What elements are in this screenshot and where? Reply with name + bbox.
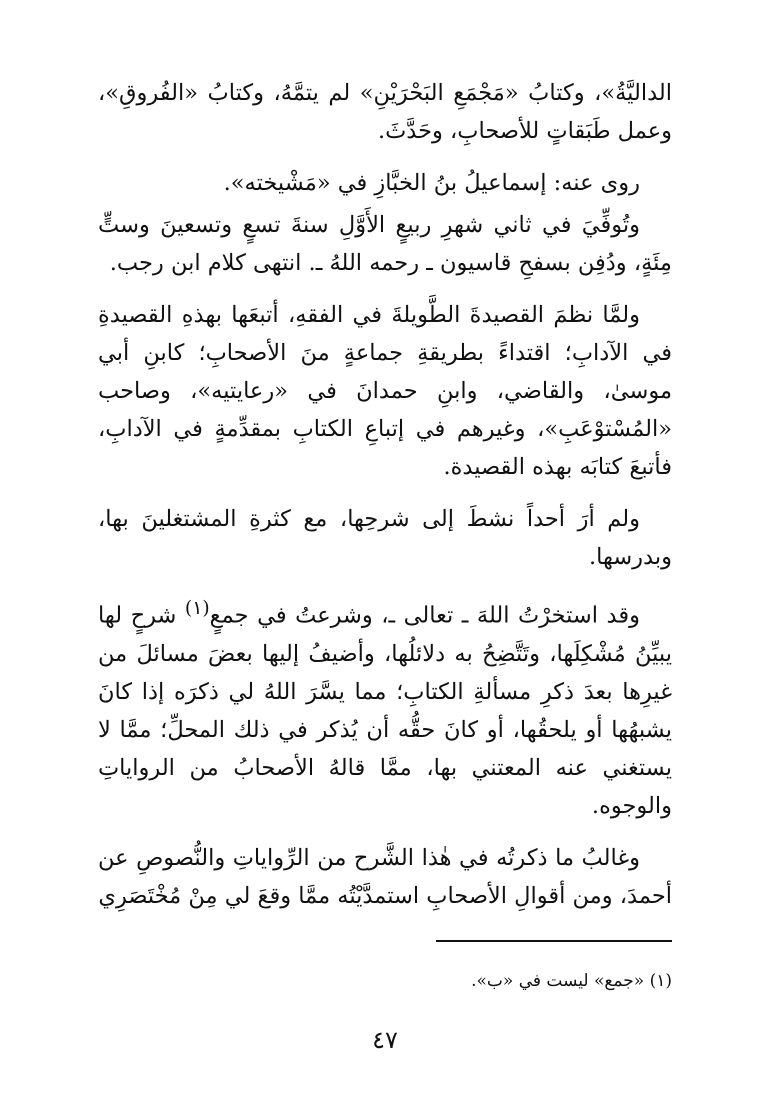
paragraph-6-text-before: وقد استخرْتُ اللهَ ـ تعالى ـ، وشرعتُ في جمعٍ — [209, 602, 640, 629]
footnote-number: (١) — [649, 971, 672, 991]
paragraph-2: روى عنه: إسماعيلُ بنُ الخبَّازِ في «مَشْيخته». — [223, 170, 640, 196]
paragraph-5: ولم أرَ أحداً نشطَ إلى شرحِها، مع كثرةِ المشتغلينَ بها، وبدرسها. — [98, 506, 672, 570]
paragraph-6 — [98, 590, 672, 825]
page-number: ٤٧ — [372, 1026, 398, 1054]
footnote-separator — [436, 940, 672, 942]
footnote-reference-mark: (١) — [184, 598, 210, 619]
book-page — [98, 74, 672, 1074]
paragraph-6-text-after: شرحٍ لها يبيِّنُ مُشْكِلَها، وتَتَّضِحُ به دلائلُها، وأضيفُ إليها بعضَ مسائلَ من غيرِها بعدَ ذكرِ مسألةِ الكتابِ؛ مما يسَّرَ اللهُ لي ذكرَه إذا كانَ يشبهُها أو يلحقُها، أو كانَ حقُّه أن يُذكر في ذلك المحلِّ؛ ممَّا لا يستغني عنه المعتني بها، ممَّا قالهُ الأصحابُ من الرواياتِ والوجوه. — [98, 602, 672, 819]
footnote — [471, 968, 672, 994]
footnote-text: «جمع» ليست في «ب». — [471, 971, 645, 991]
paragraph-3: وتُوفِّيَ في ثاني شهرِ ربيعٍ الأَوَّلِ سنةَ تسعٍ وتسعينَ وستٍّ مِئَةٍ، ودُفِن بسفحِ قاسيون ـ رحمه اللهُ ـ. انتهى كلام ابن رجب. — [98, 212, 672, 276]
paragraph-4: ولمَّا نظمَ القصيدةَ الطَّويلةَ في الفقهِ، أتبعَها بهذهِ القصيدةِ في الآدابِ؛ اقتداءً بطريقةِ جماعةٍ منَ الأصحابِ؛ كابنِ أبي موسىٰ، والقاضي، وابنِ حمدانَ في «رعايتيه»، وصاحب «المُسْتوْعَبِ»، وغيرهم في إتباعِ الكتابِ بمقدِّمةٍ في الآدابِ، فأتبعَ كتابَه بهذه القصيدة. — [98, 302, 672, 480]
paragraph-7: وغالبُ ما ذكرتُه في هٰذا الشَّرح من الرِّواياتِ والنُّصوصِ عن أحمدَ، ومن أقوالِ الأصحابِ استمدَّيْتُه ممَّا وقعَ لي مِنْ مُخْتَصَرِي — [98, 844, 672, 909]
paragraph-1: الداليَّةُ»، وكتابُ «مَجْمَعِ البَحْرَيْنِ» لم يتمَّهُ، وكتابُ «الفُروقِ»، وعمل طَبَقاتٍ للأصحابِ، وحَدَّثَ. — [98, 80, 672, 144]
